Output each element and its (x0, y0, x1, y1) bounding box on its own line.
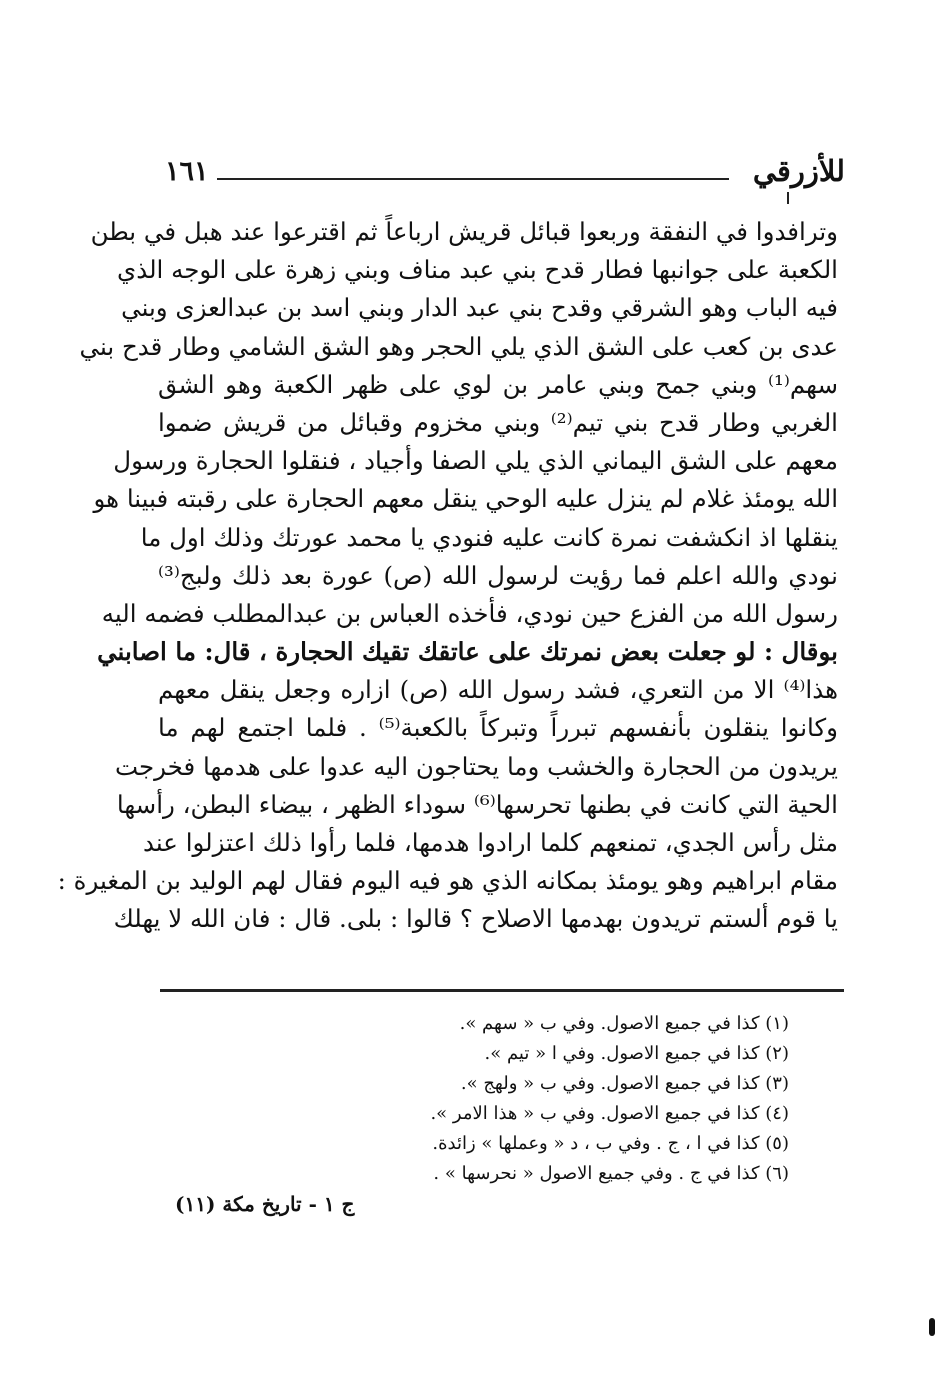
scan-edge-mark (929, 1318, 935, 1336)
body-line: سهم⁽¹⁾ وبني جمح وبني عامر بن لوي على ظهر الكعبة وهو الشق (158, 369, 838, 399)
body-line: الكعبة على جوانبها فطار قدح بني عبد مناف وبني زهرة على الوجه الذي (117, 255, 838, 285)
footnote-item: (٤) كذا في جميع الاصول. وفي ب « هذا الامر ». (430, 1103, 789, 1124)
body-line: نودي والله اعلم فما رؤيت لرسول الله (ص) عورة بعد ذلك ولبج⁽³⁾ (158, 560, 838, 590)
body-line: رسول الله من الفزع حين نودي، فأخذه العباس بن عبدالمطلب فضمه اليه (101, 598, 838, 628)
body-line: عدى بن كعب على الشق الذي يلي الحجر وهو الشق الشامي وطار قدح بني (79, 331, 838, 361)
body-line: الحية التي كانت في بطنها تحرسها⁽⁶⁾ سوداء الظهر ، بيضاء البطن، رأسها (116, 789, 838, 819)
body-line: فيه الباب وهو الشرقي وقدح بني عبد الدار وبني اسد بن عبدالعزى وبني (121, 293, 838, 323)
printer-signature: ج ١ - تاريخ مكة (١١) (175, 1192, 355, 1216)
body-line: وترافدوا في النفقة وربعوا قبائل قريش ارباعاً ثم اقترعوا عند هبل في بطن (90, 217, 838, 246)
body-line: الغربي وطار قدح بني تيم⁽²⁾ وبني مخزوم وقبائل من قريش ضموا (158, 407, 838, 437)
body-line: مقام ابراهيم وهو يومئذ بمكانه الذي هو فيه اليوم فقال لهم الوليد بن المغيرة : (57, 866, 838, 896)
footnote-item: (٣) كذا في جميع الاصول. وفي ب « ولهج ». (460, 1073, 789, 1094)
footnote-item: (٥) كذا في ا ، ج . وفي ب ، د « وعملها » زائدة. (432, 1133, 789, 1154)
body-line: بوقال : لو جعلت بعض نمرتك على عاتقك تقيك الحجارة ، قال: ما اصابني (97, 637, 838, 667)
body-line: معهم على الشق اليماني الذي يلي الصفا وأجياد ، فنقلوا الحجارة ورسول (113, 446, 838, 476)
header-tick-mark (787, 192, 789, 204)
page-number: ١٦١ (165, 156, 209, 187)
header-rule (217, 178, 729, 180)
body-text (57, 213, 838, 939)
body-line: ينقلها اذ انكشفت نمرة كانت عليه فنودي يا محمد عورتك وذلك اول ما (140, 522, 838, 552)
body-line: وكانوا ينقلون بأنفسهم تبرراً وتبركاً بالكعبة⁽⁵⁾ . فلما اجتمع لهم ما (158, 713, 838, 743)
footnote-item: (١) كذا في جميع الاصول. وفي ب « سهم ». (459, 1013, 789, 1034)
footnote-rule (160, 989, 844, 992)
footnote-item: (٦) كذا في ج . وفي جميع الاصول « نحرسها » . (433, 1163, 789, 1184)
running-head (165, 152, 845, 196)
body-line: يريدون من الحجارة والخشب وما يحتاجون اليه عدوا على هدمها فخرجت (114, 751, 838, 781)
footnotes (189, 1009, 789, 1189)
footnote-item: (٢) كذا في جميع الاصول. وفي ا « تيم ». (484, 1043, 789, 1064)
body-line: يا قوم ألستم تريدون بهدمها الاصلاح ؟ قالوا : بلى. قال : فان الله لا يهلك (113, 904, 838, 934)
body-line: مثل رأس الجدي، تمنعهم كلما ارادوا هدمها، فلما رأوا ذلك اعتزلوا عند (143, 828, 838, 857)
running-title: للأزرقي (752, 154, 845, 188)
body-line: الله يومئذ غلام لم ينزل عليه الوحي ينقل معهم الحجارة على رقبته فبينا هو (93, 484, 838, 514)
body-line: هذا⁽⁴⁾ الا من التعري، فشد رسول الله (ص) ازاره وجعل ينقل معهم (158, 675, 838, 705)
